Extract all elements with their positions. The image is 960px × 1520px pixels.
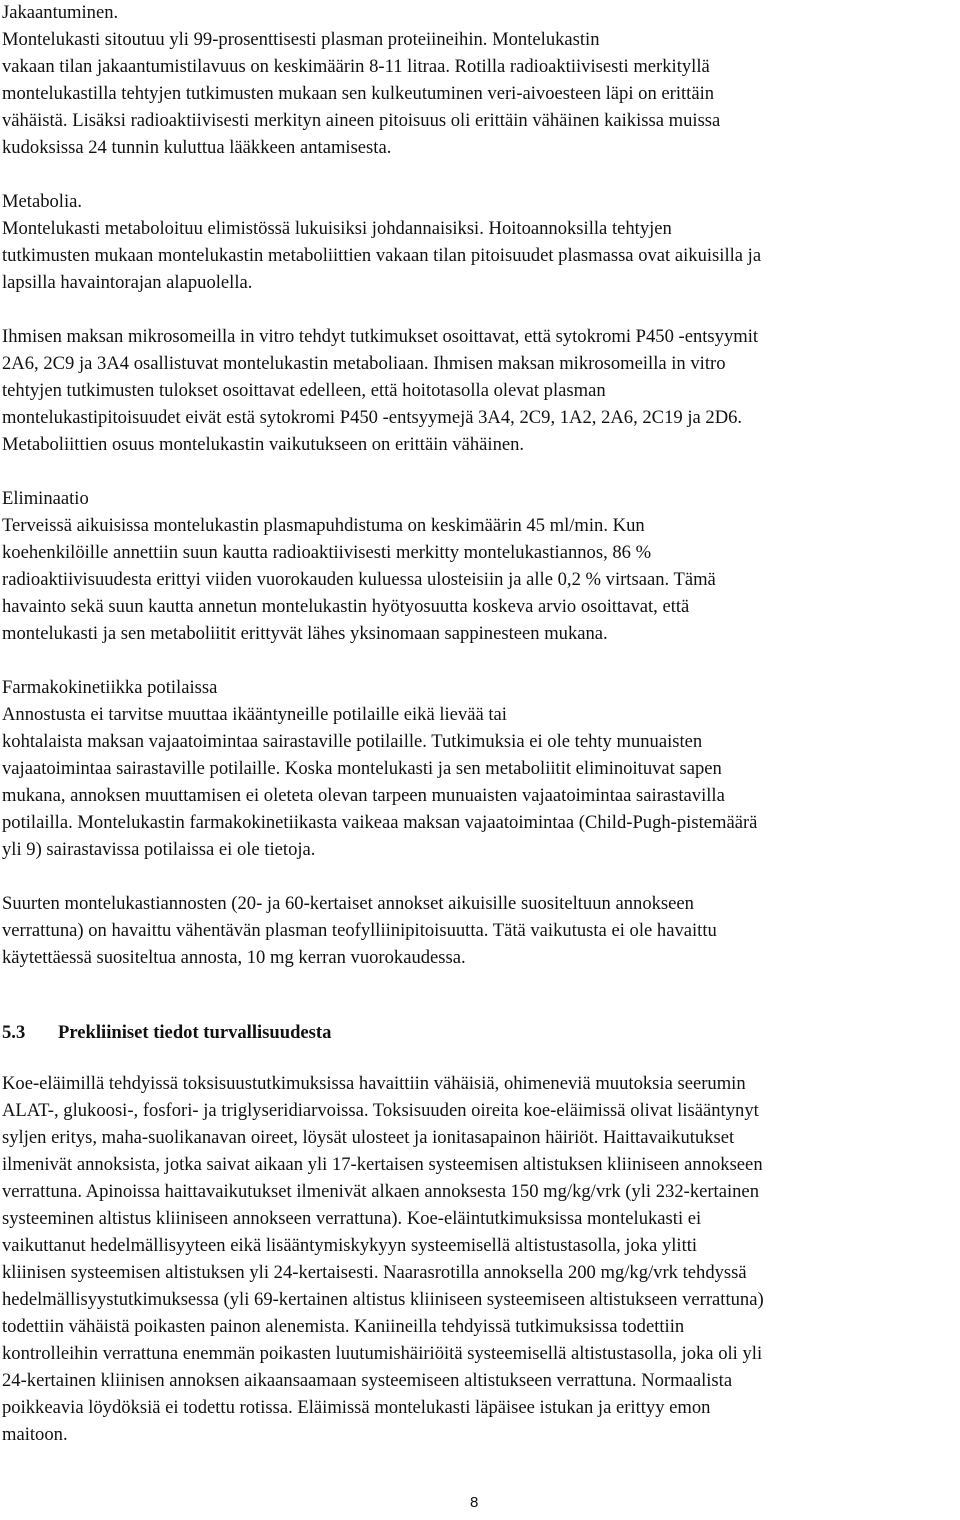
text-line: montelukasti ja sen metaboliitit erittyvät lähes yksinomaan sappinesteen mukana. xyxy=(2,623,608,644)
text-line: maitoon. xyxy=(2,1424,68,1445)
text-line: lapsilla havaintorajan alapuolella. xyxy=(2,272,253,293)
text-line: verrattuna) on havaittu vähentävän plasman teofylliinipitoisuutta. Tätä vaikutusta ei ole havaittu xyxy=(2,920,717,941)
text-line: kliinisen systeemisen altistuksen yli 24-kertaisesti. Naarasrotilla annoksella 200 mg/kg/vrk tehdyssä xyxy=(2,1262,747,1283)
text-line: syljen eritys, maha-suolikanavan oireet, löysät ulosteet ja ionitasapainon häiriöt. Haittavaikutukset xyxy=(2,1127,735,1148)
text-line: Montelukasti sitoutuu yli 99-prosenttisesti plasman proteiineihin. Montelukastin xyxy=(2,29,600,50)
section-heading-pk-patients: Farmakokinetiikka potilaissa xyxy=(2,677,218,698)
text-line: kudoksissa 24 tunnin kuluttua lääkkeen antamisesta. xyxy=(2,137,392,158)
text-line: montelukastilla tehtyjen tutkimusten mukaan sen kulkeutuminen veri-aivoesteen läpi on erittäin xyxy=(2,83,715,104)
text-line: kontrolleihin verrattuna enemmän poikasten luutumishäiriöitä systeemisellä altistustasolla, joka oli yli xyxy=(2,1343,763,1364)
text-line: 2A6, 2C9 ja 3A4 osallistuvat montelukastin metaboliaan. Ihmisen maksan mikrosomeilla in vitro xyxy=(2,353,726,374)
text-line: Koe-eläimillä tehdyissä toksisuustutkimuksissa havaittiin vähäisiä, ohimeneviä muutoksia seerumin xyxy=(2,1073,746,1094)
text-line: tehtyjen tutkimusten tulokset osoittavat edelleen, että hoitotasolla olevat plasman xyxy=(2,380,606,401)
section-heading-distribution: Jakaantuminen. xyxy=(2,2,119,23)
text-line: verrattuna. Apinoissa haittavaikutukset ilmenivät alkaen annoksesta 150 mg/kg/vrk (yli 232-kertainen xyxy=(2,1181,759,1202)
text-line: systeeminen altistus kliiniseen annokseen verrattuna). Koe-eläintutkimuksissa montelukasti ei xyxy=(2,1208,702,1229)
text-line: käytettäessä suositeltua annosta, 10 mg kerran vuorokaudessa. xyxy=(2,947,466,968)
text-line: Metaboliittien osuus montelukastin vaikutukseen on erittäin vähäinen. xyxy=(2,434,525,455)
text-line: Annostusta ei tarvitse muuttaa ikääntyneille potilaille eikä lievää tai xyxy=(2,704,507,725)
text-line: vakaan tilan jakaantumistilavuus on keskimäärin 8-11 litraa. Rotilla radioaktiivisesti merkityllä xyxy=(2,56,710,77)
page-number: 8 xyxy=(470,1494,479,1511)
text-line: kohtalaista maksan vajaatoimintaa sairastaville potilaille. Tutkimuksia ei ole tehty munuaisten xyxy=(2,731,703,752)
text-line: poikkeavia löydöksiä ei todettu rotissa. Eläimissä montelukasti läpäisee istukan ja erittyy emon xyxy=(2,1397,711,1418)
text-line: mukana, annoksen muuttamisen ei oleteta olevan tarpeen munuaisten vajaatoimintaa sairastavilla xyxy=(2,785,725,806)
text-line: montelukastipitoisuudet eivät estä sytokromi P450 -entsyymejä 3A4, 2C9, 1A2, 2A6, 2C19 ja 2D6. xyxy=(2,407,743,428)
text-line: havainto sekä suun kautta annetun montelukastin hyötyosuutta koskeva arvio osoittavat, että xyxy=(2,596,690,617)
text-line: hedelmällisyystutkimuksessa (yli 69-kertainen altistus kliiniseen systeemiseen altistukseen verrattuna) xyxy=(2,1289,764,1310)
text-line: Ihmisen maksan mikrosomeilla in vitro tehdyt tutkimukset osoittavat, että sytokromi P450 -entsyymit xyxy=(2,326,759,347)
text-line: potilailla. Montelukastin farmakokinetiikasta vaikeaa maksan vajaatoimintaa (Child-Pugh-pistemäärä xyxy=(2,812,758,833)
section-heading-elimination: Eliminaatio xyxy=(2,488,89,509)
section-heading-metabolism: Metabolia. xyxy=(2,191,83,212)
text-line: Montelukasti metaboloituu elimistössä lukuisiksi johdannaisiksi. Hoitoannoksilla tehtyjen xyxy=(2,218,672,239)
section-heading-preclinical xyxy=(2,1020,331,1047)
text-line: Suurten montelukastiannosten (20- ja 60-kertaiset annokset aikuisille suositeltuun annokseen xyxy=(2,893,694,914)
text-line: tutkimusten mukaan montelukastin metaboliittien vakaan tilan pitoisuudet plasmassa ovat aikuisilla ja xyxy=(2,245,762,266)
section-title: Prekliiniset tiedot turvallisuudesta xyxy=(58,1022,332,1043)
section-number: 5.3 xyxy=(2,1022,26,1043)
text-line: Terveissä aikuisissa montelukastin plasmapuhdistuma on keskimäärin 45 ml/min. Kun xyxy=(2,515,645,536)
text-line: radioaktiivisuudesta erittyi viiden vuorokauden kuluessa ulosteisiin ja alle 0,2 % virtsaan. Tämä xyxy=(2,569,716,590)
text-line: 24-kertainen kliinisen annoksen aikaansaamaan systeemiseen altistukseen verrattuna. Normaalista xyxy=(2,1370,733,1391)
text-line: ALAT-, glukoosi-, fosfori- ja triglyseridiarvoissa. Toksisuuden oireita koe-eläimissä olivat lisääntynyt xyxy=(2,1100,759,1121)
text-line: vajaatoimintaa sairastaville potilaille. Koska montelukasti ja sen metaboliitit eliminoituvat sapen xyxy=(2,758,722,779)
text-line: todettiin vähäistä poikasten painon alenemista. Kaniineilla tehdyissä tutkimuksissa todettiin xyxy=(2,1316,685,1337)
text-line: vaikuttanut hedelmällisyyteen eikä lisääntymiskykyyn systeemisellä altistustasolla, joka ylitti xyxy=(2,1235,698,1256)
text-line: ilmenivät annoksista, jotka saivat aikaan yli 17-kertaisen systeemisen altistuksen kliiniseen annokseen xyxy=(2,1154,763,1175)
text-line: yli 9) sairastavissa potilaissa ei ole tietoja. xyxy=(2,839,316,860)
text-line: koehenkilöille annettiin suun kautta radioaktiivisesti merkitty montelukastiannos, 86 % xyxy=(2,542,652,563)
text-line: vähäistä. Lisäksi radioaktiivisesti merkityn aineen pitoisuus oli erittäin vähäinen kaikissa muissa xyxy=(2,110,721,131)
